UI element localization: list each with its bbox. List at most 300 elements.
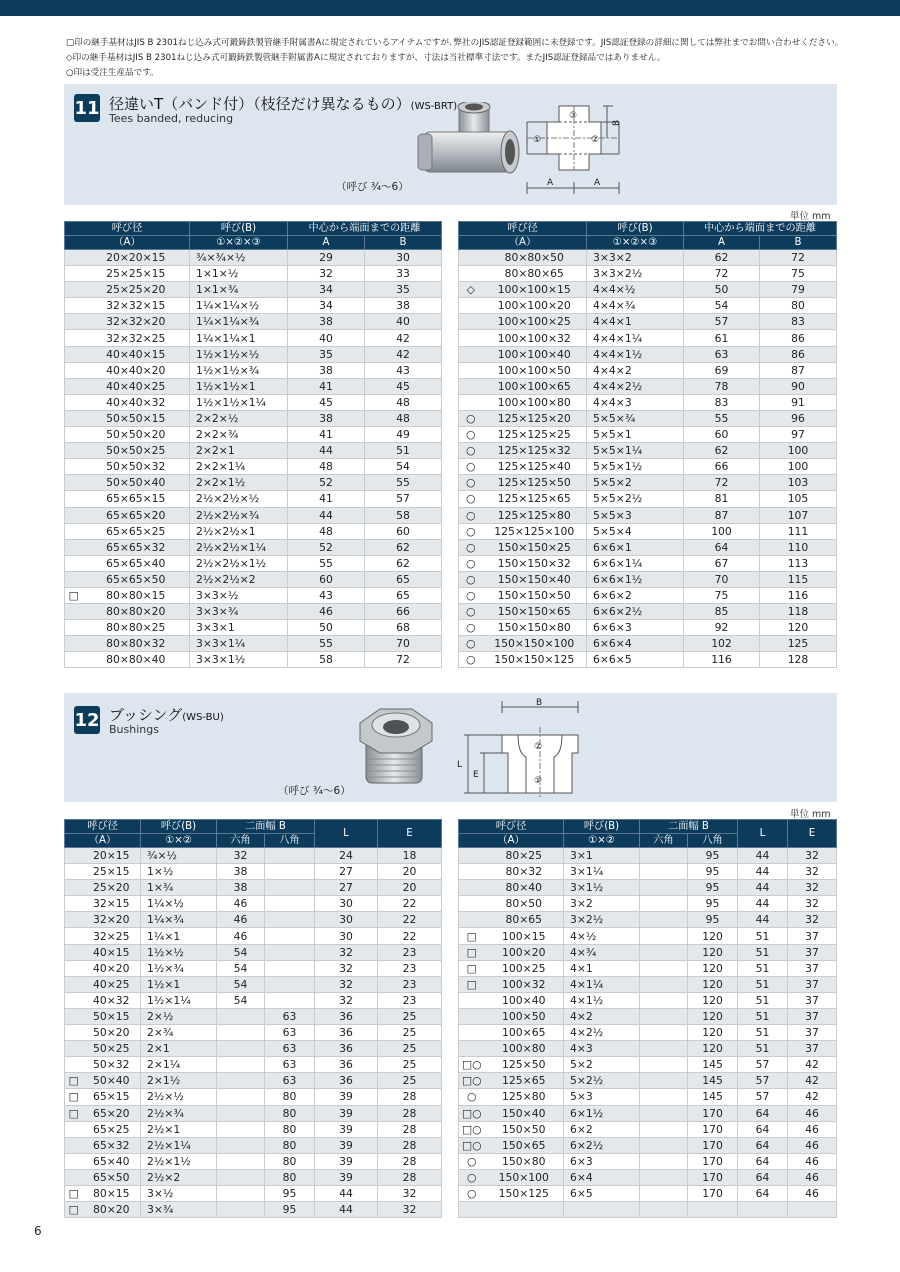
cell-size: 32×15 — [83, 896, 141, 912]
cell-nominal: 3×3×1½ — [190, 652, 288, 668]
cell-nominal: 4×4×¾ — [587, 298, 684, 314]
cell-dim-l: 44 — [738, 848, 788, 864]
cell-nominal: 5×5×1½ — [587, 459, 684, 475]
table-row — [65, 475, 442, 491]
cell-mark: □ — [65, 1073, 83, 1089]
table-row — [459, 864, 837, 880]
cell-dim-l: 44 — [738, 896, 788, 912]
cell-nominal: 1½×1½×½ — [190, 346, 288, 362]
cell-nominal: 1½×¾ — [141, 960, 217, 976]
table-row — [459, 1057, 837, 1073]
cell-size: 25×20 — [83, 880, 141, 896]
cell-nominal: 2½×2½×½ — [190, 491, 288, 507]
cell-nominal: 1½×½ — [141, 944, 217, 960]
cell-dim-b: 97 — [760, 427, 837, 443]
cell-dim-a: 45 — [288, 394, 365, 410]
cell-nominal: 5×5×3 — [587, 507, 684, 523]
cell-oct — [265, 928, 315, 944]
header-e: E — [378, 820, 442, 848]
cell-dim-a: 58 — [288, 652, 365, 668]
table-row — [459, 1089, 837, 1105]
header-a: A — [288, 236, 365, 250]
cell-oct: 95 — [688, 896, 738, 912]
cell-dim-l: 51 — [738, 928, 788, 944]
cell-nominal: 4×4×1 — [587, 314, 684, 330]
cell-size: 80×80×50 — [483, 250, 587, 266]
cell-size: 65×40 — [83, 1153, 141, 1169]
cell-dim-a: 43 — [288, 587, 365, 603]
cell-dim-e: 25 — [378, 1025, 442, 1041]
cell-nominal: 5×5×2½ — [587, 491, 684, 507]
header-size-unit: （A） — [459, 236, 587, 250]
section-subtitle: Tees banded, reducing — [109, 112, 234, 125]
cell-size: 100×25 — [485, 960, 564, 976]
header-size: 呼び径 — [65, 222, 190, 236]
cell-size: 150×100 — [485, 1169, 564, 1185]
cell-size: 40×32 — [83, 992, 141, 1008]
cell-mark: ○ — [459, 1185, 485, 1201]
cell-mark: □○ — [459, 1057, 485, 1073]
cell-nominal: 2×½ — [141, 1008, 217, 1024]
cell-mark — [65, 912, 83, 928]
table-row — [65, 652, 442, 668]
cell-dim-e: 46 — [788, 1137, 837, 1153]
cell-oct: 120 — [688, 992, 738, 1008]
cell-dim-l: 51 — [738, 1025, 788, 1041]
cell-dim-b: 115 — [760, 571, 837, 587]
header-flat-width: 二面幅 B — [217, 820, 315, 834]
header-hex: 六角 — [217, 834, 265, 848]
header-b: B — [760, 236, 837, 250]
cell-mark: ○ — [459, 427, 483, 443]
table-row — [65, 976, 442, 992]
cell-oct: 63 — [265, 1057, 315, 1073]
header-nominal-sub: ①×②×③ — [190, 236, 288, 250]
cell-nominal — [564, 1202, 640, 1218]
cell-dim-l: 51 — [738, 1008, 788, 1024]
cell-dim-e: 37 — [788, 1025, 837, 1041]
cell-dim-e: 32 — [378, 1202, 442, 1218]
cell-nominal: 2½×2½×1 — [190, 523, 288, 539]
table-row — [459, 1041, 837, 1057]
cell-mark: □ — [65, 1202, 83, 1218]
cell-dim-e: 28 — [378, 1169, 442, 1185]
section-number: 11 — [74, 94, 100, 122]
cell-mark: ◇ — [459, 282, 483, 298]
header-nominal-sub: ①×② — [564, 834, 640, 848]
table-row — [65, 346, 442, 362]
cell-dim-l: 57 — [738, 1073, 788, 1089]
cell-oct: 170 — [688, 1185, 738, 1201]
cell-dim-a: 116 — [684, 652, 760, 668]
cell-mark — [65, 1169, 83, 1185]
cell-size: 32×20 — [83, 912, 141, 928]
cell-size: 125×65 — [485, 1073, 564, 1089]
cell-mark — [65, 539, 83, 555]
table-row — [65, 1137, 442, 1153]
cell-oct: 145 — [688, 1057, 738, 1073]
cell-dim-l: 64 — [738, 1185, 788, 1201]
cell-mark — [65, 880, 83, 896]
cell-oct: 95 — [688, 848, 738, 864]
table-row — [459, 944, 837, 960]
cell-mark: ○ — [459, 636, 483, 652]
cell-hex — [640, 1137, 688, 1153]
cell-nominal: 1×1×¾ — [190, 282, 288, 298]
cell-hex — [640, 944, 688, 960]
cell-mark — [459, 298, 483, 314]
cell-size: 100×100×32 — [483, 330, 587, 346]
cell-dim-b: 86 — [760, 330, 837, 346]
cell-mark — [65, 266, 83, 282]
cell-hex — [217, 1025, 265, 1041]
cell-hex — [640, 1185, 688, 1201]
header-size: 呼び径 — [459, 820, 564, 834]
cell-dim-b: 62 — [365, 555, 442, 571]
cell-mark — [65, 346, 83, 362]
cell-nominal: 1½×1½×¾ — [190, 362, 288, 378]
section-title: 径違いT（バンド付）（枝径だけ異なるもの）(WS-BRT) — [109, 95, 458, 113]
cell-size: 40×40×25 — [83, 378, 190, 394]
cell-dim-l: 30 — [315, 928, 378, 944]
cell-dim-l: 36 — [315, 1025, 378, 1041]
cell-size: 50×50×20 — [83, 427, 190, 443]
table-row — [65, 864, 442, 880]
cell-size: 25×25×20 — [83, 282, 190, 298]
cell-oct: 170 — [688, 1105, 738, 1121]
cell-dim-a: 64 — [684, 539, 760, 555]
cell-size: 100×100×20 — [483, 298, 587, 314]
cell-dim-e: 22 — [378, 896, 442, 912]
cell-mark: ○ — [459, 507, 483, 523]
cell-mark — [459, 992, 485, 1008]
cell-dim-b: 45 — [365, 378, 442, 394]
cell-dim-e: 42 — [788, 1073, 837, 1089]
cell-hex — [640, 1008, 688, 1024]
cell-size: 80×40 — [485, 880, 564, 896]
cell-mark: ○ — [459, 443, 483, 459]
cell-size: 125×125×50 — [483, 475, 587, 491]
cell-size: 32×25 — [83, 928, 141, 944]
table-row — [459, 587, 837, 603]
cell-mark — [65, 298, 83, 314]
cell-dim-b: 128 — [760, 652, 837, 668]
table-row — [459, 976, 837, 992]
header-size: 呼び径 — [65, 820, 141, 834]
cell-dim-a: 32 — [288, 266, 365, 282]
cell-dim-b: 91 — [760, 394, 837, 410]
cell-dim-l: 51 — [738, 960, 788, 976]
table-row — [65, 848, 442, 864]
cell-size: 65×20 — [83, 1105, 141, 1121]
cell-oct — [265, 992, 315, 1008]
cell-dim-l: 44 — [738, 912, 788, 928]
table-row — [65, 992, 442, 1008]
table-row — [65, 944, 442, 960]
cell-size: 100×100×40 — [483, 346, 587, 362]
cell-dim-l: 36 — [315, 1057, 378, 1073]
cell-dim-l: 39 — [315, 1169, 378, 1185]
table-row — [459, 604, 837, 620]
cell-nominal: 4×2½ — [564, 1025, 640, 1041]
cell-dim-b: 33 — [365, 266, 442, 282]
cell-dim-e: 20 — [378, 880, 442, 896]
cell-mark — [65, 1008, 83, 1024]
cell-mark — [65, 1121, 83, 1137]
cell-hex — [640, 1057, 688, 1073]
cell-mark — [65, 362, 83, 378]
cell-size: 80×15 — [83, 1185, 141, 1201]
cell-dim-l: 44 — [738, 880, 788, 896]
cell-hex — [640, 992, 688, 1008]
cell-mark: □ — [459, 976, 485, 992]
cell-dim-b: 62 — [365, 539, 442, 555]
table-row — [459, 1185, 837, 1201]
cell-dim-e: 37 — [788, 928, 837, 944]
cell-dim-l: 39 — [315, 1137, 378, 1153]
cell-size: 100×100×25 — [483, 314, 587, 330]
cell-nominal: 6×6×1 — [587, 539, 684, 555]
cell-size: 50×20 — [83, 1025, 141, 1041]
cell-oct — [265, 960, 315, 976]
cell-size: 65×65×20 — [83, 507, 190, 523]
section-title: ブッシング(WS-BU) — [109, 706, 224, 724]
cell-oct: 120 — [688, 960, 738, 976]
cell-dim-b: 30 — [365, 250, 442, 266]
table-row — [65, 459, 442, 475]
cell-hex — [640, 928, 688, 944]
cell-dim-e: 28 — [378, 1105, 442, 1121]
cell-oct — [265, 880, 315, 896]
cell-dim-b: 54 — [365, 459, 442, 475]
cell-mark — [459, 378, 483, 394]
cell-oct: 95 — [265, 1185, 315, 1201]
cell-size: 150×150×125 — [483, 652, 587, 668]
cell-dim-a: 41 — [288, 427, 365, 443]
cell-dim-a: 48 — [288, 523, 365, 539]
cell-dim-a: 60 — [684, 427, 760, 443]
cell-dim-e: 46 — [788, 1121, 837, 1137]
cell-nominal: 1×½ — [141, 864, 217, 880]
branch-3-label: ③ — [569, 111, 578, 121]
header-nominal-sub: ①×② — [141, 834, 217, 848]
cell-nominal: 4×3 — [564, 1041, 640, 1057]
cell-mark: □ — [65, 1105, 83, 1121]
table-row — [459, 636, 837, 652]
cell-nominal: 4×4×1¼ — [587, 330, 684, 346]
cell-nominal: 2×2×1¼ — [190, 459, 288, 475]
cell-mark: ○ — [459, 410, 483, 426]
cell-oct: 145 — [688, 1089, 738, 1105]
table-row — [459, 571, 837, 587]
cell-oct: 170 — [688, 1169, 738, 1185]
cell-hex — [217, 1041, 265, 1057]
cell-dim-a: 102 — [684, 636, 760, 652]
cell-nominal: 2½×2½×2 — [190, 571, 288, 587]
cell-size: 20×15 — [83, 848, 141, 864]
cell-mark — [459, 880, 485, 896]
cell-size: 65×25 — [83, 1121, 141, 1137]
cell-dim-e: 28 — [378, 1137, 442, 1153]
cell-oct: 120 — [688, 1008, 738, 1024]
cell-dim-l: 57 — [738, 1057, 788, 1073]
cell-dim-e: 28 — [378, 1121, 442, 1137]
cell-size: 150×150×32 — [483, 555, 587, 571]
cell-dim-a: 44 — [288, 507, 365, 523]
cell-nominal: 1¼×1¼×¾ — [190, 314, 288, 330]
table-row — [459, 928, 837, 944]
header-size: 呼び径 — [459, 222, 587, 236]
cell-nominal: 2½×2 — [141, 1169, 217, 1185]
cell-dim-e: 32 — [788, 864, 837, 880]
cell-mark: □○ — [459, 1073, 485, 1089]
cell-size: 100×100×50 — [483, 362, 587, 378]
table-row — [459, 491, 837, 507]
cell-nominal: 5×5×4 — [587, 523, 684, 539]
cell-nominal: 1¼×1¼×1 — [190, 330, 288, 346]
cell-mark — [65, 864, 83, 880]
cell-nominal: 2×1¼ — [141, 1057, 217, 1073]
table-row — [459, 1105, 837, 1121]
cell-mark — [65, 282, 83, 298]
cell-nominal: 6×6×1½ — [587, 571, 684, 587]
cell-dim-e: 32 — [788, 880, 837, 896]
table-row — [459, 362, 837, 378]
table-row — [65, 880, 442, 896]
cell-size: 40×15 — [83, 944, 141, 960]
cell-dim-a: 66 — [684, 459, 760, 475]
header-oct: 八角 — [265, 834, 315, 848]
table-row — [65, 298, 442, 314]
cell-hex — [217, 1057, 265, 1073]
cell-oct: 80 — [265, 1121, 315, 1137]
cell-size: 20×20×15 — [83, 250, 190, 266]
cell-size: 150×150×100 — [483, 636, 587, 652]
table-row — [459, 620, 837, 636]
cell-dim-e: 32 — [378, 1185, 442, 1201]
cell-mark: ○ — [459, 1089, 485, 1105]
table-row — [459, 378, 837, 394]
table-row — [65, 410, 442, 426]
cell-mark: ○ — [459, 491, 483, 507]
cell-mark — [65, 1057, 83, 1073]
cell-dim-e: 37 — [788, 944, 837, 960]
cell-nominal: 1×¾ — [141, 880, 217, 896]
cell-mark: ○ — [459, 459, 483, 475]
cell-dim-a: 63 — [684, 346, 760, 362]
unit-label: 単位 mm — [790, 809, 831, 820]
cell-nominal: 1½×1½×1¼ — [190, 394, 288, 410]
cell-oct: 80 — [265, 1169, 315, 1185]
cell-mark: ○ — [459, 475, 483, 491]
cell-size: 50×15 — [83, 1008, 141, 1024]
cell-size: 125×125×25 — [483, 427, 587, 443]
table-row — [65, 250, 442, 266]
table-row — [459, 507, 837, 523]
cell-dim-l: 64 — [738, 1169, 788, 1185]
cell-mark — [65, 459, 83, 475]
table-row — [65, 394, 442, 410]
header-a: A — [684, 236, 760, 250]
cell-dim-e: 46 — [788, 1185, 837, 1201]
table-row — [65, 427, 442, 443]
cell-mark — [65, 976, 83, 992]
table-row — [459, 250, 837, 266]
cell-dim-l: 36 — [315, 1008, 378, 1024]
cell-nominal: 4×4×1½ — [587, 346, 684, 362]
unit-label: 単位 mm — [790, 211, 831, 222]
cell-dim-a: 52 — [288, 475, 365, 491]
cell-mark — [65, 394, 83, 410]
cell-size: 150×150×40 — [483, 571, 587, 587]
cell-dim-b: 90 — [760, 378, 837, 394]
cell-nominal: 1¼×¾ — [141, 912, 217, 928]
cell-nominal: 6×1½ — [564, 1105, 640, 1121]
cell-dim-a: 57 — [684, 314, 760, 330]
cell-mark: ○ — [459, 571, 483, 587]
cell-nominal: 4×1½ — [564, 992, 640, 1008]
cell-mark — [459, 896, 485, 912]
cell-dim-a: 78 — [684, 378, 760, 394]
note-jis-unregistered: □印の継手基材はJIS B 2301ねじ込み式可鍛鋳鉄製管継手附属書Aに規定されているアイテムですが､弊社のJIS認証登録範囲に未登録です。JIS認証登録の詳細に関しては弊社までお問い合わせください。 — [66, 38, 844, 48]
cell-nominal: 4×¾ — [564, 944, 640, 960]
cell-dim-a: 83 — [684, 394, 760, 410]
cell-size: 80×80×32 — [83, 636, 190, 652]
cell-size: 40×40×15 — [83, 346, 190, 362]
cell-mark: ○ — [459, 652, 483, 668]
cell-size: 125×80 — [485, 1089, 564, 1105]
cell-dim-a: 92 — [684, 620, 760, 636]
dim-a-right-label: A — [594, 178, 601, 188]
table-row — [65, 1008, 442, 1024]
cell-dim-e: 23 — [378, 960, 442, 976]
cell-nominal: 3×1 — [564, 848, 640, 864]
table-row — [65, 443, 442, 459]
cell-size: 40×40×32 — [83, 394, 190, 410]
header-distance: 中心から端面までの距離 — [684, 222, 837, 236]
cell-nominal: 2×2×¾ — [190, 427, 288, 443]
table-row — [459, 1008, 837, 1024]
cell-dim-l: 30 — [315, 912, 378, 928]
cell-hex — [640, 1202, 688, 1218]
cell-hex: 32 — [217, 848, 265, 864]
cell-mark — [65, 1025, 83, 1041]
cell-oct: 95 — [688, 912, 738, 928]
cell-nominal: 6×6×1¼ — [587, 555, 684, 571]
cell-dim-a: 34 — [288, 298, 365, 314]
cell-dim-b: 43 — [365, 362, 442, 378]
cell-dim-a: 55 — [684, 410, 760, 426]
note-made-to-order: ○印は受注生産品です。 — [66, 68, 159, 78]
cell-size: 80×32 — [485, 864, 564, 880]
cell-dim-a: 67 — [684, 555, 760, 571]
cell-nominal: 1×1×½ — [190, 266, 288, 282]
cell-mark — [65, 330, 83, 346]
table-row — [65, 507, 442, 523]
cell-dim-a: 50 — [684, 282, 760, 298]
cell-nominal: 4×4×½ — [587, 282, 684, 298]
cell-mark — [65, 636, 83, 652]
cell-nominal: 1½×1¼ — [141, 992, 217, 1008]
cell-dim-l: 51 — [738, 992, 788, 1008]
cell-dim-a: 29 — [288, 250, 365, 266]
cell-hex — [640, 880, 688, 896]
cell-dim-l: 39 — [315, 1089, 378, 1105]
table-row — [459, 394, 837, 410]
cell-size: 100×80 — [485, 1041, 564, 1057]
cell-oct — [265, 896, 315, 912]
cell-oct — [265, 976, 315, 992]
